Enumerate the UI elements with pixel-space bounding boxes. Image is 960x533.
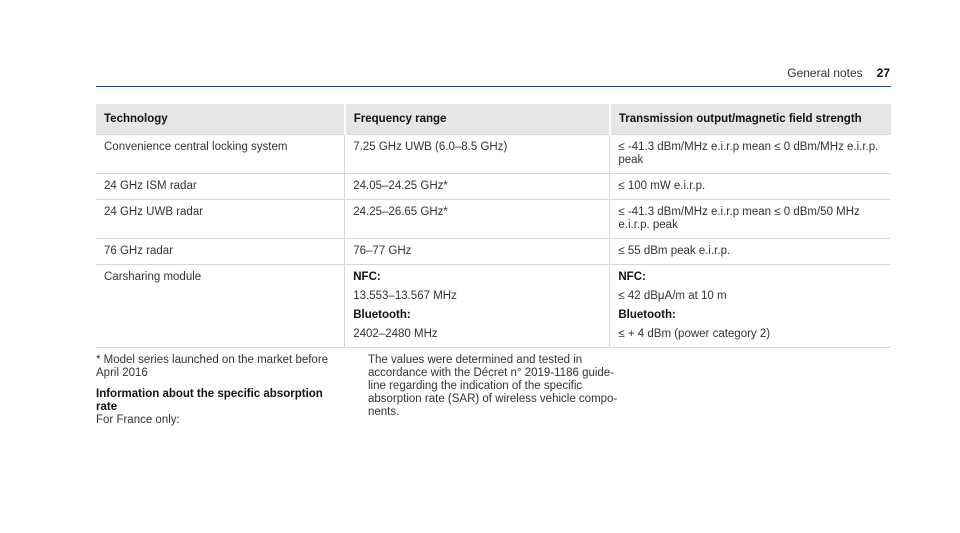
header-technology: Technology [96, 104, 345, 135]
table-header-row [96, 104, 891, 135]
cell-technology: Convenience central locking system [96, 135, 345, 174]
nfc-frequency: 13.553–13.567 MHz [353, 290, 457, 302]
cell-technology: Carsharing module [96, 265, 345, 348]
table-row [96, 174, 891, 200]
cell-output: ≤ -41.3 dBm/MHz e.i.r.p mean ≤ 0 dBm/MHz e.i.r.p. peak [610, 135, 891, 174]
cell-technology: 24 GHz UWB radar [96, 200, 345, 239]
cell-output: ≤ -41.3 dBm/MHz e.i.r.p mean ≤ 0 dBm/50 MHz e.i.r.p. peak [610, 200, 891, 239]
header-frequency-range: Frequency range [345, 104, 610, 135]
cell-frequency [345, 265, 610, 348]
france-only-label: For France only: [96, 414, 180, 426]
table-row [96, 135, 891, 174]
bluetooth-frequency: 2402–2480 MHz [353, 328, 438, 340]
cell-frequency: 24.05–24.25 GHz* [345, 174, 610, 200]
cell-technology: 24 GHz ISM radar [96, 174, 345, 200]
cell-frequency: 76–77 GHz [345, 239, 610, 265]
nfc-output: ≤ 42 dBμA/m at 10 m [618, 290, 727, 302]
table-row [96, 239, 891, 265]
cell-output [610, 265, 891, 348]
table-row [96, 200, 891, 239]
cell-output: ≤ 55 dBm peak e.i.r.p. [610, 239, 891, 265]
cell-frequency: 7.25 GHz UWB (6.0–8.5 GHz) [345, 135, 610, 174]
header-rule [96, 86, 891, 87]
nfc-label: NFC: [618, 271, 646, 283]
bluetooth-output: ≤ + 4 dBm (power category 2) [618, 328, 771, 340]
page-number: 27 [876, 66, 890, 80]
bluetooth-label: Bluetooth: [618, 309, 676, 321]
notes-left-column [96, 354, 346, 427]
header-transmission-output: Transmission output/magnetic field strength [610, 104, 891, 135]
decree-paragraph: The values were determined and tested in accordance with the Décret n° 2019-1186 guide-line regarding the indication of the specific absorption rate (SAR) of wireless vehicle compo-nents. [368, 354, 618, 418]
bluetooth-label: Bluetooth: [353, 309, 411, 321]
section-title: General notes [787, 66, 863, 80]
nfc-label: NFC: [353, 271, 381, 283]
frequency-table [96, 104, 891, 348]
cell-output: ≤ 100 mW e.i.r.p. [610, 174, 891, 200]
cell-frequency: 24.25–26.65 GHz* [345, 200, 610, 239]
cell-technology: 76 GHz radar [96, 239, 345, 265]
table-row-carsharing [96, 265, 891, 348]
page-header [787, 66, 890, 80]
sar-heading: Information about the specific absorption rate [96, 388, 323, 413]
footnote: * Model series launched on the market before April 2016 [96, 354, 329, 379]
